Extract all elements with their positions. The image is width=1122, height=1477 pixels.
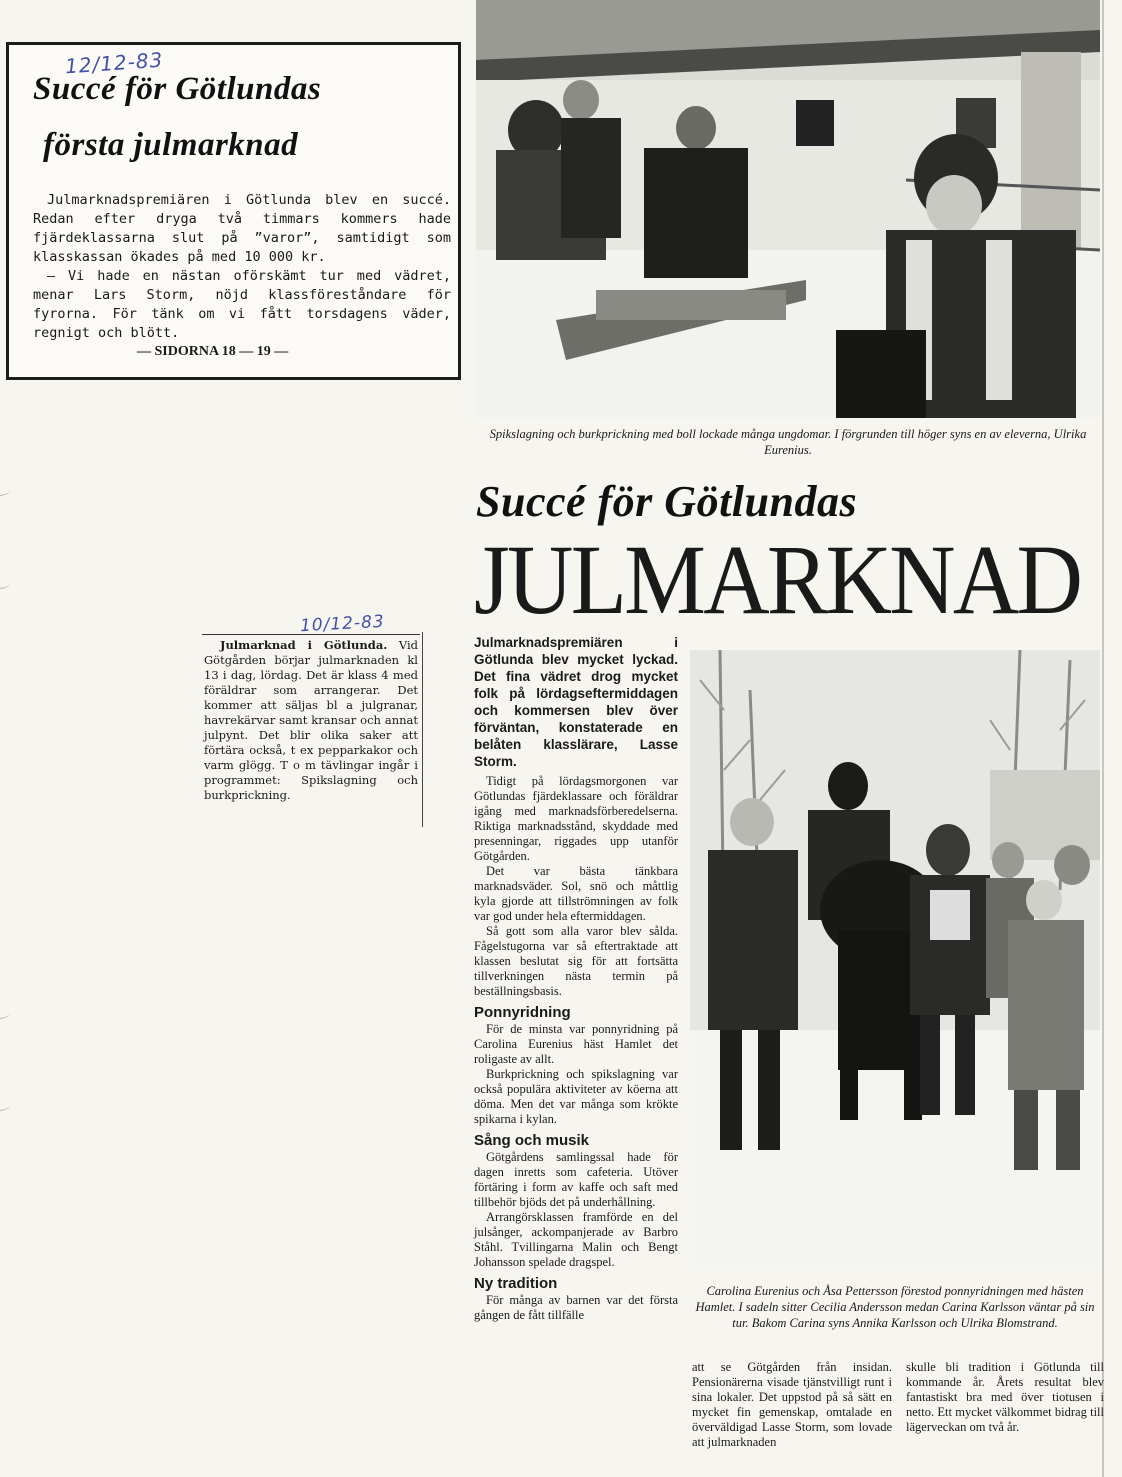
clipping-small	[200, 611, 423, 827]
article-col3-text: skulle bli tradition i Götlunda till kommande år. Årets resultat blev fantastiskt bra med över tiotusen i netto. Ett mycket välkommet bidrag till lägerveckan om två år.	[906, 1360, 1104, 1434]
subhead-ny-tradition: Ny tradition	[474, 1275, 558, 1292]
binder-hole	[0, 485, 10, 496]
clipping-small-lead: Julmarknad i Götlunda.	[220, 638, 388, 652]
article-p8: För många av barnen var det första gången de fått tillfälle	[474, 1293, 678, 1322]
article-headline-small: Succé för Götlundas	[476, 477, 858, 526]
subhead-ponny: Ponnyridning	[474, 1004, 571, 1021]
subhead-sang: Sång och musik	[474, 1132, 590, 1149]
photo2-caption: Carolina Eurenius och Åsa Pettersson förestod ponnyridningen med hästen Hamlet. I sadeln sitter Cecilia Andersson medan Carina Karlsson väntar på sin tur. Bakom Carina syns Annika Karlsson och Ulrika Blomstrand.	[695, 1284, 1095, 1330]
article-lede: Julmarknadspremiären i Götlunda blev mycket lyckad. Det fina vädret drog mycket folk på lördagseftermiddagen och kommersen blev över förväntan, konstaterade en belåten klasslärare, Lasse Storm.	[474, 635, 678, 769]
binder-hole	[0, 1008, 10, 1019]
article-p1: Tidigt på lördagsmorgonen var Götlundas fjärdeklassare och föräldrar igång med marknadsförberedelserna. Riktiga marknadsstånd, skyddade med presenningar, riggades upp utanför Götgården.	[474, 774, 678, 863]
clipping-small-text	[204, 638, 418, 803]
article-p7: Arrangörsklassen framförde en del julsånger, ackompanjerade av Barbro Ståhl. Tvillingarna Malin och Bengt Johansson spelade dragspel.	[474, 1210, 678, 1269]
photo-pony-riding	[690, 650, 1100, 1270]
clipping-small-body: Vid Götgården börjar julmarknaden kl 13 i dag, lördag. Det är klass 4 med föräldrar som arrangerar. Det kommer att säljas bl a julgranar, havrekärvar samt kransar och annat julpynt. Det blir olika saker att förtära också, t ex pepparkakor och varm glögg. T o m tävlingar ingår i programmet: Spikslagning och burkprickning.	[204, 638, 419, 802]
handwritten-date: 12/12-83	[64, 47, 165, 79]
headline-line1: Succé för Götlundas	[33, 71, 322, 107]
article-p6: Götgårdens samlingssal hade för dagen inretts som cafeteria. Utöver förtäring i form av kaffe och saft med tillbehör bjöds det på underhållning.	[474, 1150, 678, 1209]
article-p5: Burkprickning och spikslagning var också populära aktiviteter av köerna att döma. Men det var många som krökte spikarna i kylan.	[474, 1067, 678, 1126]
article-p3: Så gott som alla varor blev sålda. Fågelstugorna var så eftertraktade att klassen beslutat sig för att fortsätta tillverkningen nästa termin på beställningsbasis.	[474, 924, 678, 998]
photo-market-stall	[476, 0, 1100, 418]
article-p2: Det var bästa tänkbara marknadsväder. Sol, snö och måttlig kyla gjorde att tillströmningen av folk var god under hela eftermiddagen.	[474, 864, 678, 923]
photo1-caption: Spikslagning och burkprickning med boll lockade många ungdomar. I förgrunden till höger syns en av eleverna, Ulrika Eurenius.	[489, 427, 1087, 457]
article-p4: För de minsta var ponnyridning på Carolina Eurenius häst Hamlet det roligaste av allt.	[474, 1022, 678, 1066]
handwritten-date-small: 10/12-83	[299, 611, 386, 637]
binder-hole	[0, 578, 10, 589]
article-column-3	[906, 1360, 1104, 1435]
article-col2-text: att se Götgården från insidan. Pensionärerna visade tjänstvilligt runt i sina lokaler. Det uppstod på så sätt en mycket fin gemenskap, omtalade en överväldigad Lasse Storm, som lovade att julmarknaden	[692, 1360, 892, 1449]
binder-hole	[0, 1100, 10, 1111]
pages-reference: — SIDORNA 18 — 19 —	[137, 344, 289, 359]
clipping-paragraph-1: Julmarknadspremiären i Götlunda blev en succé. Redan efter dryga två timmars kommers hade fjärdeklassarna slut på ”varor”, samtidigt som klasskassan ökades på med 10 000 kr.	[33, 192, 451, 265]
paper-edge	[1102, 0, 1104, 1477]
headline-line2: första julmarknad	[43, 127, 299, 163]
clipping-top	[6, 42, 461, 380]
article-column-1	[474, 634, 678, 1323]
article-column-2	[692, 1360, 892, 1450]
clipping-paragraph-2: — Vi hade en nästan oförskämt tur med vädret, menar Lars Storm, nöjd klassföreståndare för fyrorna. För tänk om vi fått torsdagens väder, regnigt och blött.	[33, 268, 451, 341]
article-headline-big: JULMARKNAD	[474, 524, 1081, 635]
clipping-rule	[202, 634, 420, 635]
